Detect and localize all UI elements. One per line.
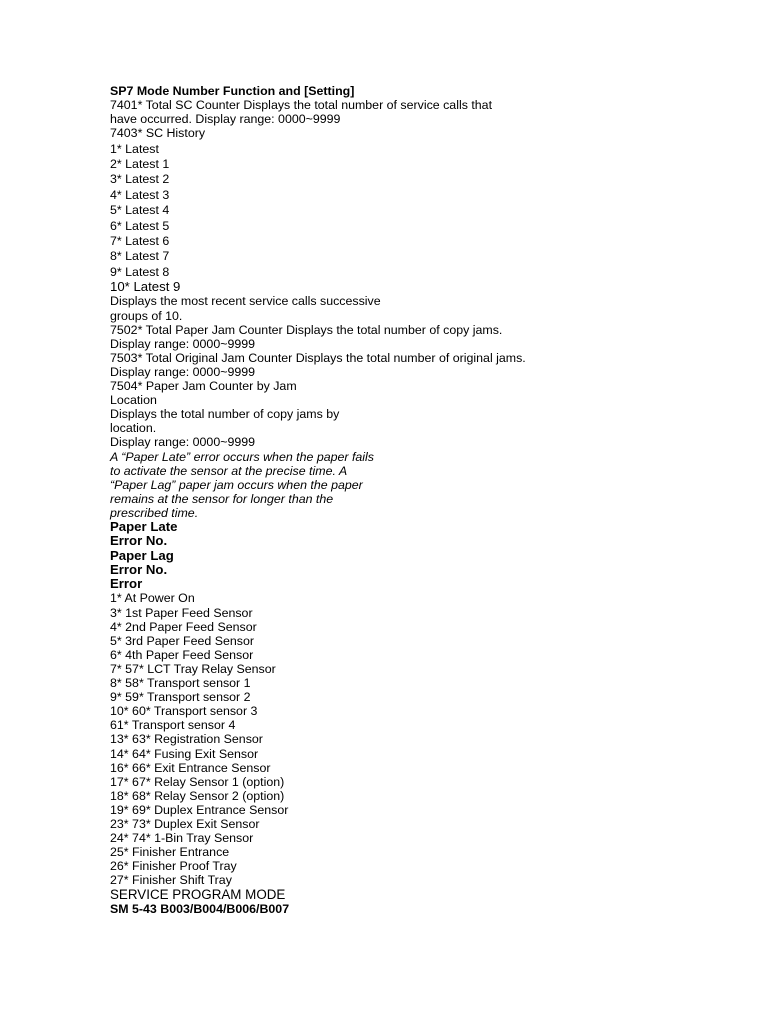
error-item: 19* 69* Duplex Entrance Sensor (110, 802, 289, 817)
list-item: 10* Latest 9 (110, 279, 181, 295)
bold-heading: Error No. (110, 533, 168, 549)
error-item: 18* 68* Relay Sensor 2 (option) (110, 788, 285, 803)
list-item: 9* Latest 8 (110, 264, 170, 279)
text-line: Displays the most recent service calls successive (110, 294, 381, 309)
section-header: SP7 Mode Number Function and [Setting] (110, 84, 355, 98)
error-item: 3* 1st Paper Feed Sensor (110, 605, 253, 620)
text-line: 7502* Total Paper Jam Counter Displays the total number of copy jams. (110, 322, 503, 337)
error-item: 14* 64* Fusing Exit Sensor (110, 746, 259, 761)
error-item: 5* 3rd Paper Feed Sensor (110, 633, 254, 648)
error-item: 6* 4th Paper Feed Sensor (110, 647, 254, 662)
text-line: Display range: 0000~9999 (110, 435, 256, 450)
note-line: prescribed time. (110, 505, 199, 520)
list-item: 7* Latest 6 (110, 234, 170, 249)
text-line: groups of 10. (110, 308, 183, 323)
list-item: 3* Latest 2 (110, 172, 170, 187)
error-item: 17* 67* Relay Sensor 1 (option) (110, 774, 285, 789)
text-line: Display range: 0000~9999 (110, 364, 256, 379)
bold-heading: Paper Lag (110, 547, 174, 563)
note-line: to activate the sensor at the precise time. A (110, 463, 348, 478)
text-line: Displays the total number of copy jams by (110, 407, 340, 422)
document-page (110, 84, 730, 917)
error-item: 1* At Power On (110, 591, 195, 606)
error-item: 16* 66* Exit Entrance Sensor (110, 760, 271, 775)
note-line: remains at the sensor for longer than the (110, 491, 334, 506)
text-line: 7504* Paper Jam Counter by Jam (110, 379, 297, 394)
list-item: 2* Latest 1 (110, 157, 170, 172)
bold-heading: Paper Late (110, 518, 178, 534)
program-mode-title: SERVICE PROGRAM MODE (110, 887, 286, 903)
error-item: 23* 73* Duplex Exit Sensor (110, 816, 260, 831)
text-line: 7401* Total SC Counter Displays the total number of service calls that (110, 98, 493, 113)
bold-heading: Error (110, 576, 143, 592)
error-item: 13* 63* Registration Sensor (110, 732, 263, 747)
list-item: 4* Latest 3 (110, 187, 170, 202)
text-line: have occurred. Display range: 0000~9999 (110, 112, 341, 127)
error-item: 7* 57* LCT Tray Relay Sensor (110, 661, 276, 676)
error-item: 10* 60* Transport sensor 3 (110, 704, 258, 719)
text-line: 7503* Total Original Jam Counter Displays the total number of original jams. (110, 350, 526, 365)
text-line: location. (110, 421, 157, 436)
note-line: “Paper Lag” paper jam occurs when the paper (110, 477, 363, 492)
list-item: 1* Latest (110, 141, 159, 156)
list-item: 8* Latest 7 (110, 249, 170, 264)
text-line: Location (110, 393, 157, 408)
error-item: 61* Transport sensor 4 (110, 718, 236, 733)
sc-history-title: 7403* SC History (110, 126, 206, 141)
error-item: 27* Finisher Shift Tray (110, 873, 232, 888)
text-line: Display range: 0000~9999 (110, 336, 256, 351)
error-item: 4* 2nd Paper Feed Sensor (110, 619, 257, 634)
note-line: A “Paper Late” error occurs when the paper fails (110, 449, 375, 464)
error-item: 25* Finisher Entrance (110, 845, 230, 860)
bold-heading: Error No. (110, 561, 168, 577)
error-item: 24* 74* 1-Bin Tray Sensor (110, 831, 254, 846)
list-item: 6* Latest 5 (110, 218, 170, 233)
model-footer: SM 5-43 B003/B004/B006/B007 (110, 902, 290, 917)
error-item: 9* 59* Transport sensor 2 (110, 690, 251, 705)
list-item: 5* Latest 4 (110, 203, 170, 218)
error-item: 8* 58* Transport sensor 1 (110, 676, 251, 691)
error-item: 26* Finisher Proof Tray (110, 859, 237, 874)
